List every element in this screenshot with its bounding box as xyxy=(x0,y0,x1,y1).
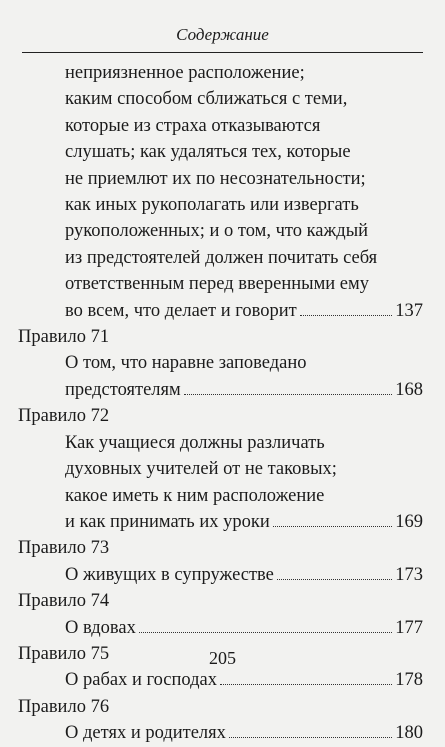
toc-entry-link[interactable] xyxy=(18,667,423,693)
toc-entry-link[interactable] xyxy=(18,509,423,535)
toc-page-number: 169 xyxy=(395,511,423,532)
toc-entry-text: О рабах и господах xyxy=(65,670,218,691)
dot-leader xyxy=(184,394,393,395)
toc-entry-link[interactable] xyxy=(18,720,423,746)
toc-line: рукоположенных; и о том, что каждый xyxy=(65,221,369,242)
toc-line: из предстоятелей должен почитать себя xyxy=(65,247,378,268)
toc-line: неприязненное расположение; xyxy=(65,63,305,83)
toc-line: которые из страха отказываются xyxy=(65,115,321,136)
rule-heading: Правило 76 xyxy=(18,696,110,717)
toc-entry-link[interactable] xyxy=(18,615,423,641)
dot-leader xyxy=(277,579,392,580)
dot-leader xyxy=(300,315,393,316)
dot-leader xyxy=(220,684,392,685)
running-header xyxy=(22,22,423,53)
toc-entry-link[interactable] xyxy=(18,377,423,403)
page-number-footer: 205 xyxy=(209,648,236,668)
toc-line: какое иметь к ним расположение xyxy=(65,485,325,506)
dot-leader xyxy=(273,526,392,527)
toc-page-number: 137 xyxy=(395,300,423,321)
toc-page-number: 178 xyxy=(395,670,423,691)
toc-entry-text: предстоятелям xyxy=(65,379,181,400)
toc-page-number: 177 xyxy=(395,617,423,638)
rule-heading: Правило 72 xyxy=(18,406,110,427)
header-title: Содержание xyxy=(176,25,269,44)
table-of-contents xyxy=(18,60,423,747)
toc-entry-link[interactable] xyxy=(18,562,423,588)
toc-entry-text: О живущих в супружестве xyxy=(65,564,274,585)
dot-leader xyxy=(139,632,392,633)
toc-entry-link[interactable] xyxy=(18,298,423,324)
toc-line: не приемлют их по несознательности; xyxy=(65,168,366,189)
toc-line: духовных учителей от не таковых; xyxy=(65,459,337,480)
toc-line: слушать; как удаляться тех, которые xyxy=(65,142,351,163)
toc-line: ответственным перед вверенными ему xyxy=(65,274,369,295)
toc-line: каким способом сближаться с теми, xyxy=(65,89,348,110)
toc-entry-text: и как принимать их уроки xyxy=(65,511,270,532)
toc-page-number: 173 xyxy=(395,564,423,585)
dot-leader xyxy=(229,737,392,738)
toc-line: как иных рукополагать или извергать xyxy=(65,195,359,216)
rule-heading: Правило 74 xyxy=(18,591,110,612)
toc-page-number: 180 xyxy=(395,723,423,744)
toc-line: О том, что наравне заповедано xyxy=(65,353,307,374)
rule-heading: Правило 73 xyxy=(18,538,110,559)
toc-page-number: 168 xyxy=(395,379,423,400)
toc-entry-text: О детях и родителях xyxy=(65,723,226,744)
rule-heading: Правило 71 xyxy=(18,327,110,348)
toc-entry-text: во всем, что делает и говорит xyxy=(65,300,297,321)
toc-line: Как учащиеся должны различать xyxy=(65,432,325,453)
rule-heading: Правило 75 xyxy=(18,643,110,664)
toc-entry-text: О вдовах xyxy=(65,617,136,638)
